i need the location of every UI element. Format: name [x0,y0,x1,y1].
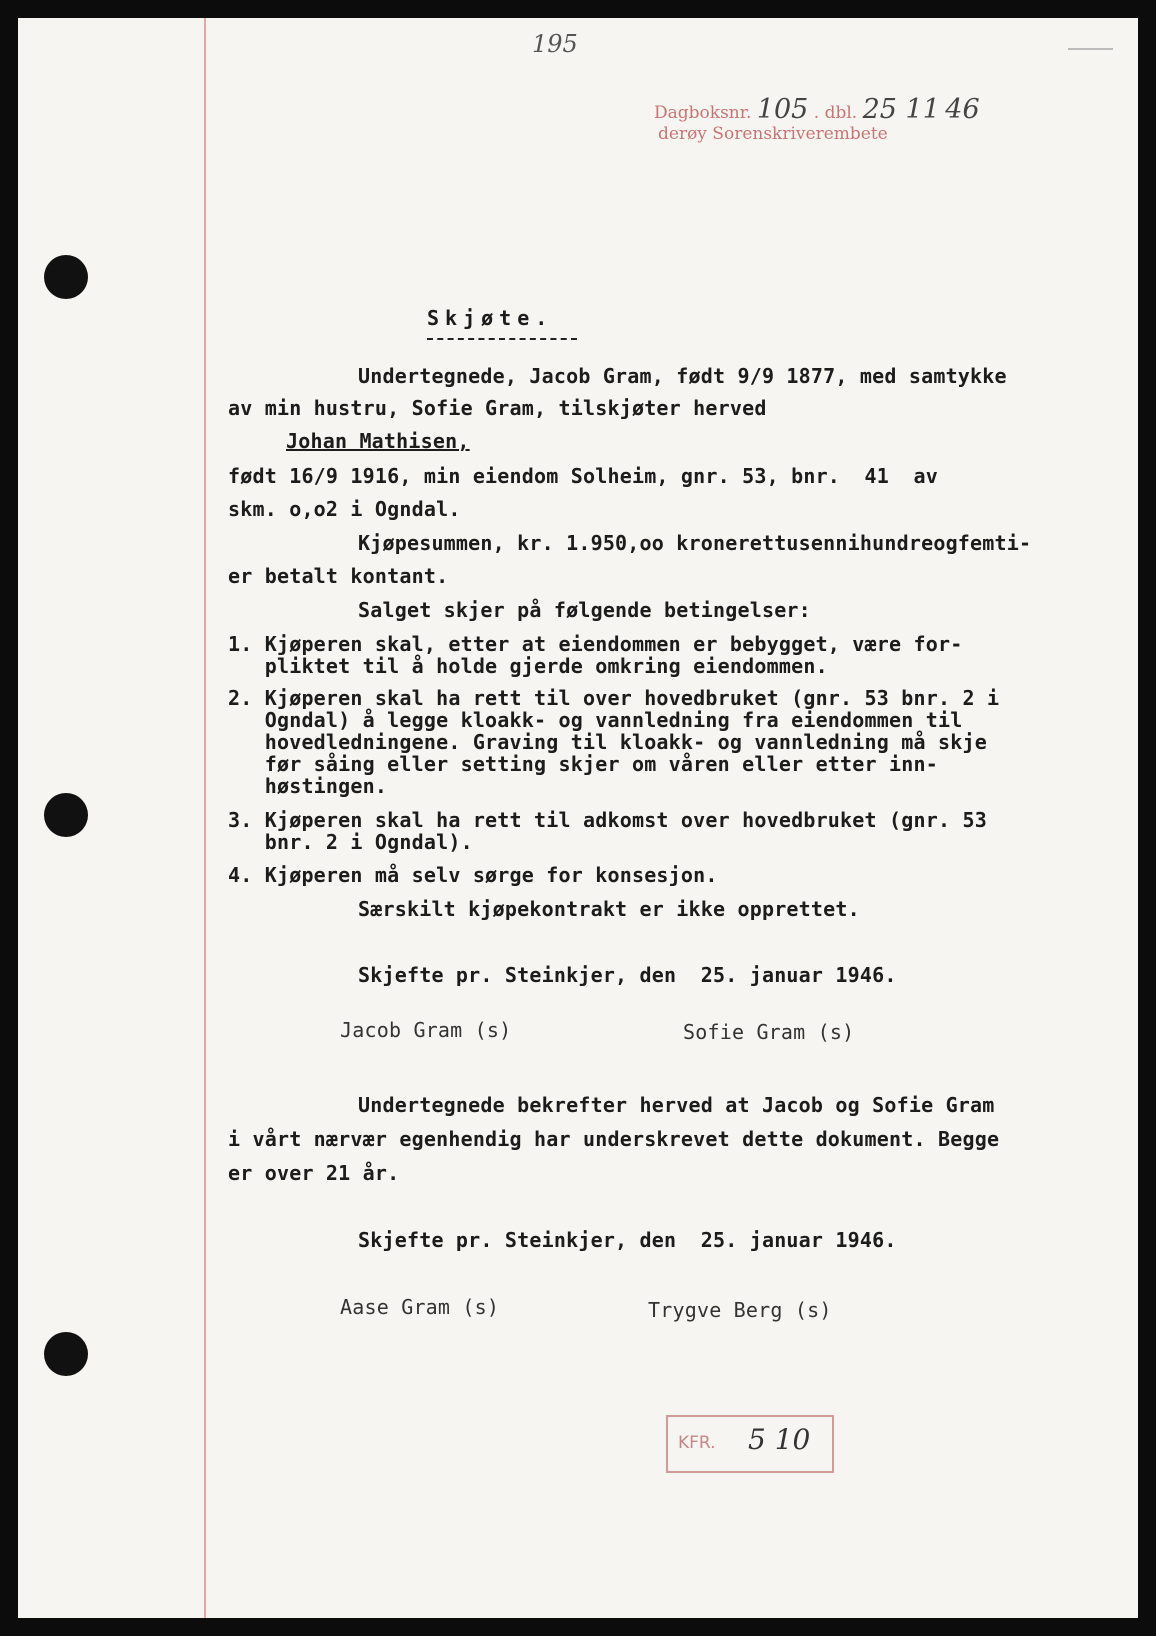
condition-line: høstingen. [228,774,388,798]
place-date-line: Skjefte pr. Steinkjer, den 25. januar 1946. [358,963,897,987]
condition-line: pliktet til å holde gjerde omkring eiendommen. [228,654,828,678]
signature-witness-1: Aase Gram (s) [340,1295,500,1319]
body-line: Salget skjer på følgende betingelser: [358,598,811,622]
body-line: Kjøpesummen, kr. 1.950,oo kronerettusennihundreogfemti- [358,531,1032,555]
kfr-label: KFR. [678,1433,716,1453]
page-number: 195 [532,30,578,58]
condition-line: hovedledningene. Graving til kloakk- og vannledning må skje [228,730,987,754]
margin-rule [204,18,206,1618]
place-date-line: Skjefte pr. Steinkjer, den 25. januar 1946. [358,1228,897,1252]
body-line: Særskilt kjøpekontrakt er ikke opprettet. [358,897,860,921]
dagboknr-label: Dagboksnr. [654,103,752,123]
title-underline [427,338,577,340]
condition-line: 2. Kjøperen skal ha rett til over hovedbruket (gnr. 53 bnr. 2 i [228,686,1000,710]
body-line: Undertegnede, Jacob Gram, født 9/9 1877, med samtykke [358,364,1007,388]
document-page [18,18,1138,1618]
body-line: skm. o,o2 i Ogndal. [228,497,461,521]
punch-hole-bottom [44,1332,88,1376]
document-title: Skjøte. [427,306,554,330]
journal-stamp [654,94,980,125]
corner-mark [1068,48,1113,50]
condition-line: Ogndal) å legge kloakk- og vannledning fra eiendommen til [228,708,963,732]
body-line: Undertegnede bekrefter herved at Jacob og Sofie Gram [358,1093,995,1117]
year-value: 46 [945,94,980,125]
kfr-value: 5 10 [748,1423,811,1456]
dbl-value: 25 11 [862,94,940,125]
punch-hole-middle [44,793,88,837]
signature-seller-1: Jacob Gram (s) [340,1018,512,1042]
office-stamp: derøy Sorenskriverembete [658,124,888,144]
condition-line: 3. Kjøperen skal ha rett til adkomst over hovedbruket (gnr. 53 [228,808,987,832]
signature-witness-2: Trygve Berg (s) [648,1298,832,1322]
dagboknr-value: 105 [756,94,809,125]
signature-seller-2: Sofie Gram (s) [683,1020,855,1044]
condition-line: før såing eller setting skjer om våren eller etter inn- [228,752,938,776]
condition-line: 4. Kjøperen må selv sørge for konsesjon. [228,863,718,887]
kfr-stamp [666,1415,834,1473]
body-line: er betalt kontant. [228,564,449,588]
body-line: er over 21 år. [228,1161,400,1185]
condition-line: bnr. 2 i Ogndal). [228,830,473,854]
punch-hole-top [44,255,88,299]
condition-line: 1. Kjøperen skal, etter at eiendommen er bebygget, være for- [228,632,963,656]
body-line: i vårt nærvær egenhendig har underskrevet dette dokument. Begge [228,1127,1000,1151]
body-line: født 16/9 1916, min eiendom Solheim, gnr. 53, bnr. 41 av [228,464,938,488]
body-line: av min hustru, Sofie Gram, tilskjøter herved [228,396,767,420]
buyer-name: Johan Mathisen, [286,429,470,453]
dbl-label: . dbl. [813,103,858,123]
